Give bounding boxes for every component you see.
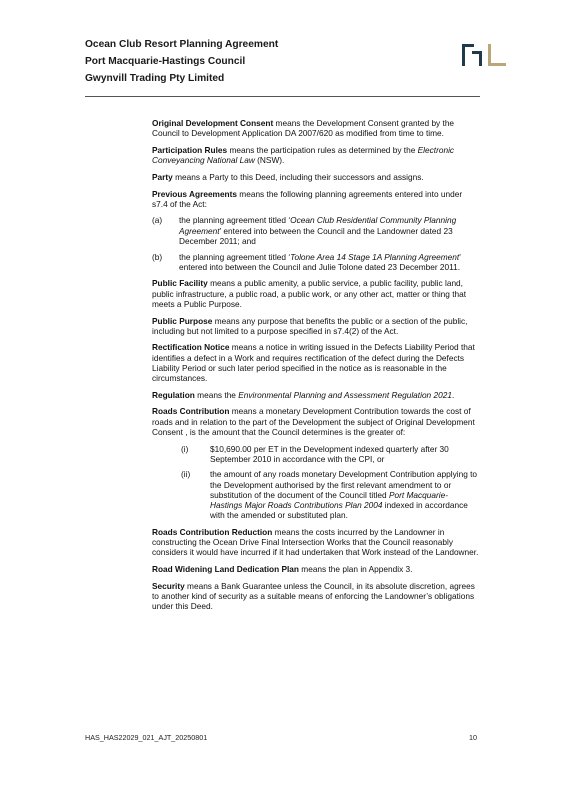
def-regulation: Regulation means the Environmental Planning and Assessment Regulation 2021.: [152, 389, 455, 400]
def-roads-contribution: Roads Contribution means a monetary Development Contribution towards the cost of roads and in relation to the part of the Development the subject of Original Development Consent , is the amount that the Council determines is the greater of:: [152, 406, 475, 437]
def-participation-rules: Participation Rules means the participation rules as determined by the Electronic Conveyancing National Law (NSW).: [152, 144, 455, 166]
footer-page-number: 10: [469, 733, 477, 742]
firm-logo-icon: [462, 43, 520, 67]
header-council: Port Macquarie-Hastings Council: [85, 56, 246, 67]
header-title: Ocean Club Resort Planning Agreement: [85, 39, 279, 50]
def-party: Party means a Party to this Deed, including their successors and assigns.: [152, 171, 424, 182]
def-public-facility: Public Facility means a public amenity, a public service, a public facility, public land, public infrastructure, a public road, a public work, or any other act, matter or thing that meets a Public Purpose.: [152, 278, 467, 309]
def-previous-agreements: Previous Agreements means the following planning agreements entered into under s7.4 of the Act:: [152, 188, 463, 209]
def-roads-contribution-reduction: Roads Contribution Reduction means the costs incurred by the Landowner in constructing the Ocean Drive Final Intersection Works that the Council reasonably considers it would have incurred if it had undertaken that Work instead of the Landowner.: [152, 527, 479, 558]
footer-document-id: HAS_HAS22029_021_AJT_20250801: [85, 733, 208, 742]
list-item: (ii) the amount of any roads monetary Development Contribution applying to the Development authorised by the first relevant amendment to or substitution of the document of the Council titled Port Macquarie-Hastings Major Roads Contributions Plan 2004 indexed in accordance with the amended or substituted plan.: [181, 469, 478, 521]
def-original-development-consent: Original Development Consent means the Development Consent granted by the Council to Development Application DA 2007/620 as modified from time to time.: [152, 118, 455, 139]
header-party: Gwynvill Trading Pty Limited: [85, 73, 225, 84]
list-item: (b) the planning agreement titled ‘Tolone Area 14 Stage 1A Planning Agreement’ entered into between the Council and Julie Tolone dated 23 December 2011.: [152, 251, 461, 272]
def-public-purpose: Public Purpose means any purpose that benefits the public or a section of the public, including but not limited to a purpose specified in s7.4(2) of the Act.: [152, 315, 468, 336]
list-item: (a) the planning agreement titled ‘Ocean Club Residential Community Planning Agreement’ entered into between the Council and the Landowner dated 23 December 2011; and: [152, 215, 457, 246]
def-road-widening-land-dedication-plan: Road Widening Land Dedication Plan means the plan in Appendix 3.: [152, 564, 413, 575]
def-security: Security means a Bank Guarantee unless the Council, in its absolute discretion, agrees to another kind of security as a suitable means of enforcing the Landowner’s obligations under this Deed.: [152, 580, 475, 612]
def-rectification-notice: Rectification Notice means a notice in writing issued in the Defects Liability Period that identifies a defect in a Work and requires rectification of the defect during the Defects Liability Period or such later period specified in the notice as is reasonable in the circumstances.: [152, 342, 475, 384]
list-item: (i) $10,690.00 per ET in the Development indexed quarterly after 30 September 2010 in accordance with the CPI, or: [181, 443, 449, 464]
definitions-body: [152, 118, 480, 618]
header-divider: [85, 96, 480, 97]
